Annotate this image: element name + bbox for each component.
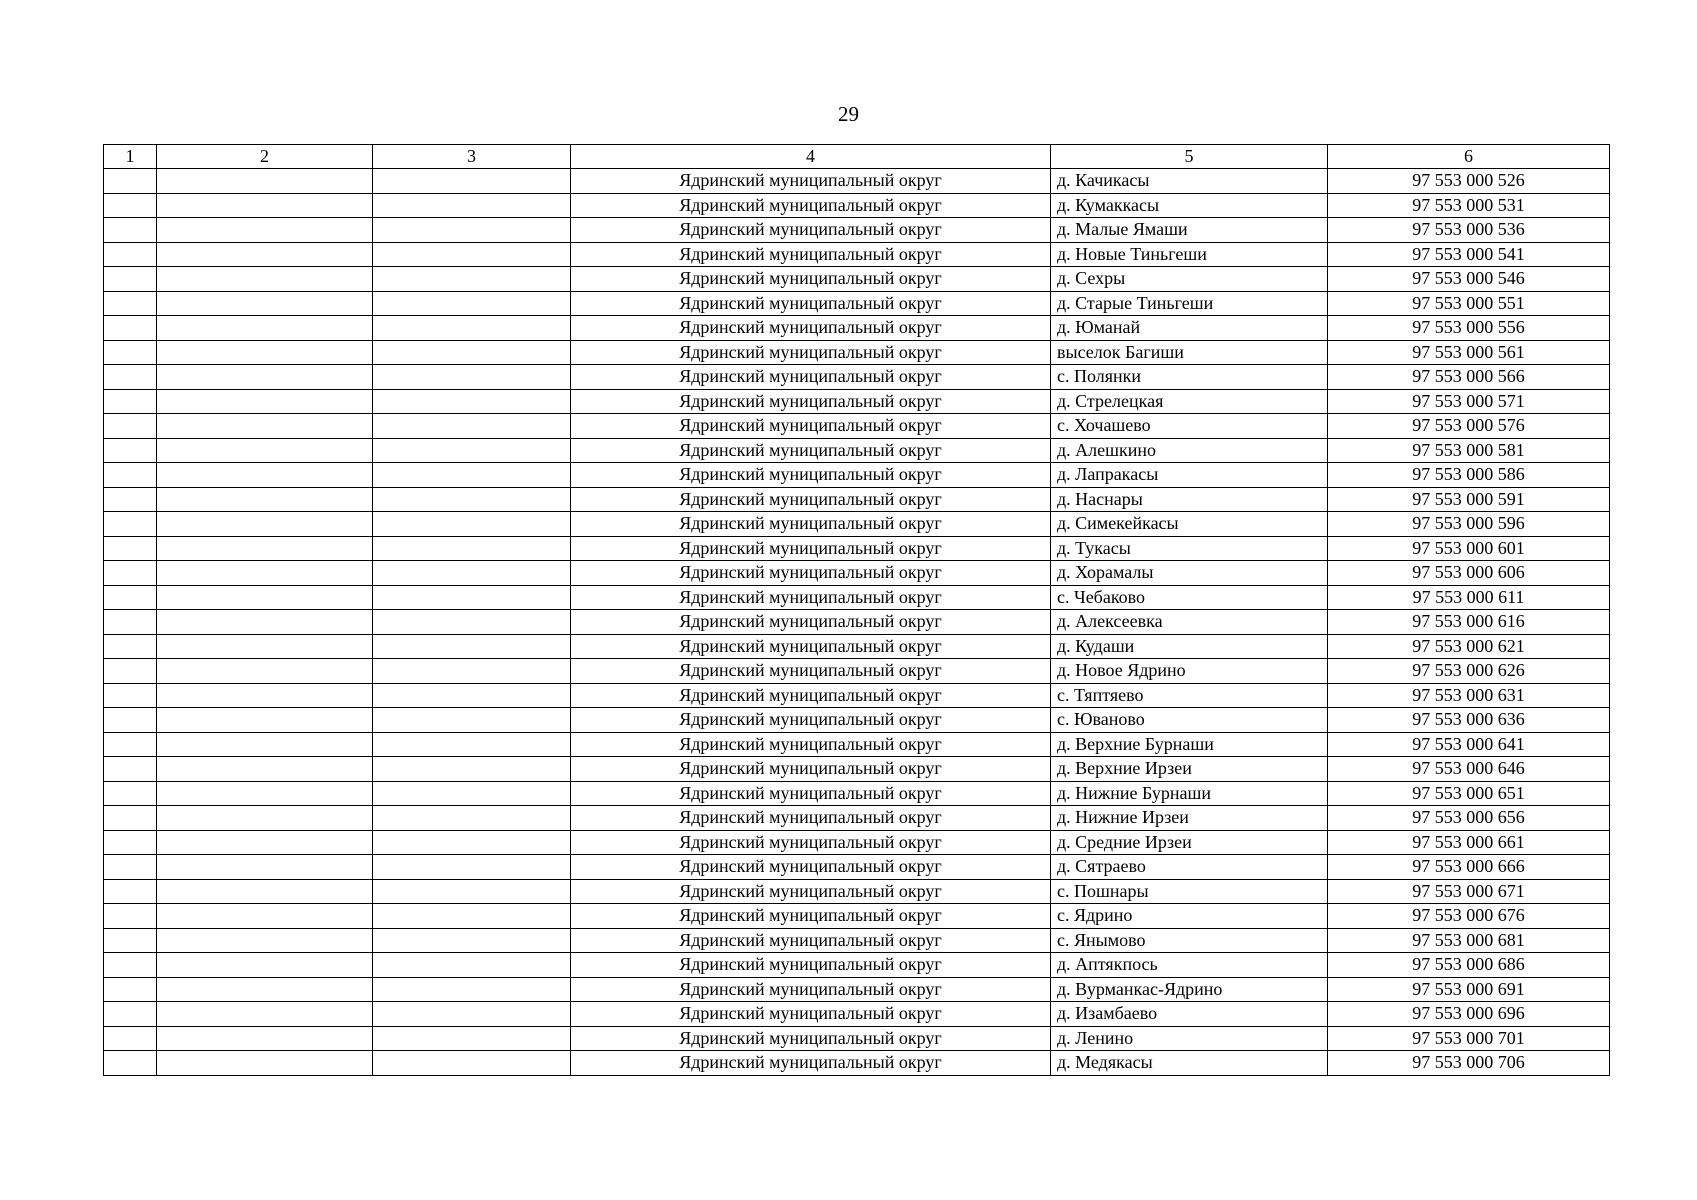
cell-col1 bbox=[104, 757, 157, 782]
cell-settlement: д. Верхние Ирзеи bbox=[1051, 757, 1328, 782]
cell-col2 bbox=[157, 634, 373, 659]
cell-col2 bbox=[157, 267, 373, 292]
cell-col1 bbox=[104, 659, 157, 684]
cell-col3 bbox=[373, 977, 571, 1002]
cell-municipality: Ядринский муниципальный округ bbox=[571, 438, 1051, 463]
cell-col3 bbox=[373, 1026, 571, 1051]
cell-settlement: д. Средние Ирзеи bbox=[1051, 830, 1328, 855]
table-row bbox=[104, 463, 1610, 488]
cell-col1 bbox=[104, 487, 157, 512]
cell-oktmo-code: 97 553 000 611 bbox=[1328, 585, 1610, 610]
cell-municipality: Ядринский муниципальный округ bbox=[571, 487, 1051, 512]
cell-municipality: Ядринский муниципальный округ bbox=[571, 708, 1051, 733]
table-row bbox=[104, 1026, 1610, 1051]
cell-oktmo-code: 97 553 000 631 bbox=[1328, 683, 1610, 708]
table-row bbox=[104, 365, 1610, 390]
cell-col3 bbox=[373, 855, 571, 880]
cell-col1 bbox=[104, 561, 157, 586]
cell-municipality: Ядринский муниципальный округ bbox=[571, 389, 1051, 414]
cell-oktmo-code: 97 553 000 591 bbox=[1328, 487, 1610, 512]
cell-settlement: д. Алешкино bbox=[1051, 438, 1328, 463]
cell-col3 bbox=[373, 1051, 571, 1076]
table-row bbox=[104, 879, 1610, 904]
cell-oktmo-code: 97 553 000 616 bbox=[1328, 610, 1610, 635]
page-number: 29 bbox=[838, 102, 859, 126]
cell-col2 bbox=[157, 438, 373, 463]
table-row bbox=[104, 291, 1610, 316]
cell-oktmo-code: 97 553 000 671 bbox=[1328, 879, 1610, 904]
cell-oktmo-code: 97 553 000 606 bbox=[1328, 561, 1610, 586]
cell-col3 bbox=[373, 561, 571, 586]
cell-col2 bbox=[157, 732, 373, 757]
cell-col2 bbox=[157, 708, 373, 733]
cell-col2 bbox=[157, 585, 373, 610]
cell-col1 bbox=[104, 169, 157, 194]
cell-settlement: д. Наснары bbox=[1051, 487, 1328, 512]
cell-oktmo-code: 97 553 000 586 bbox=[1328, 463, 1610, 488]
cell-settlement: д. Кумаккасы bbox=[1051, 193, 1328, 218]
cell-oktmo-code: 97 553 000 556 bbox=[1328, 316, 1610, 341]
cell-col1 bbox=[104, 463, 157, 488]
cell-col1 bbox=[104, 879, 157, 904]
cell-oktmo-code: 97 553 000 596 bbox=[1328, 512, 1610, 537]
cell-municipality: Ядринский муниципальный округ bbox=[571, 1051, 1051, 1076]
cell-col1 bbox=[104, 732, 157, 757]
cell-col3 bbox=[373, 732, 571, 757]
cell-oktmo-code: 97 553 000 531 bbox=[1328, 193, 1610, 218]
table-row bbox=[104, 487, 1610, 512]
cell-col2 bbox=[157, 610, 373, 635]
cell-col1 bbox=[104, 1002, 157, 1027]
cell-municipality: Ядринский муниципальный округ bbox=[571, 561, 1051, 586]
cell-oktmo-code: 97 553 000 571 bbox=[1328, 389, 1610, 414]
table-row bbox=[104, 977, 1610, 1002]
table-row bbox=[104, 536, 1610, 561]
table-row bbox=[104, 316, 1610, 341]
cell-col2 bbox=[157, 953, 373, 978]
cell-col3 bbox=[373, 928, 571, 953]
cell-col3 bbox=[373, 634, 571, 659]
cell-col3 bbox=[373, 708, 571, 733]
cell-settlement: д. Качикасы bbox=[1051, 169, 1328, 194]
cell-oktmo-code: 97 553 000 706 bbox=[1328, 1051, 1610, 1076]
cell-col3 bbox=[373, 242, 571, 267]
table-row bbox=[104, 389, 1610, 414]
cell-municipality: Ядринский муниципальный округ bbox=[571, 512, 1051, 537]
header-cell-1: 1 bbox=[104, 145, 157, 169]
cell-oktmo-code: 97 553 000 701 bbox=[1328, 1026, 1610, 1051]
cell-col1 bbox=[104, 634, 157, 659]
table-row bbox=[104, 732, 1610, 757]
cell-col2 bbox=[157, 193, 373, 218]
cell-oktmo-code: 97 553 000 566 bbox=[1328, 365, 1610, 390]
table-row bbox=[104, 585, 1610, 610]
cell-col2 bbox=[157, 904, 373, 929]
cell-col1 bbox=[104, 512, 157, 537]
cell-col2 bbox=[157, 659, 373, 684]
cell-col3 bbox=[373, 193, 571, 218]
cell-col1 bbox=[104, 683, 157, 708]
cell-settlement: д. Малые Ямаши bbox=[1051, 218, 1328, 243]
cell-col2 bbox=[157, 1026, 373, 1051]
cell-municipality: Ядринский муниципальный округ bbox=[571, 830, 1051, 855]
cell-settlement: д. Изамбаево bbox=[1051, 1002, 1328, 1027]
cell-municipality: Ядринский муниципальный округ bbox=[571, 169, 1051, 194]
cell-oktmo-code: 97 553 000 526 bbox=[1328, 169, 1610, 194]
cell-col3 bbox=[373, 291, 571, 316]
cell-settlement: д. Ленино bbox=[1051, 1026, 1328, 1051]
cell-settlement: с. Тяптяево bbox=[1051, 683, 1328, 708]
cell-municipality: Ядринский муниципальный округ bbox=[571, 732, 1051, 757]
cell-col3 bbox=[373, 169, 571, 194]
cell-col3 bbox=[373, 487, 571, 512]
cell-oktmo-code: 97 553 000 626 bbox=[1328, 659, 1610, 684]
cell-oktmo-code: 97 553 000 601 bbox=[1328, 536, 1610, 561]
cell-col3 bbox=[373, 1002, 571, 1027]
cell-col3 bbox=[373, 879, 571, 904]
cell-oktmo-code: 97 553 000 656 bbox=[1328, 806, 1610, 831]
cell-municipality: Ядринский муниципальный округ bbox=[571, 781, 1051, 806]
cell-col1 bbox=[104, 316, 157, 341]
cell-col2 bbox=[157, 316, 373, 341]
cell-settlement: д. Хорамалы bbox=[1051, 561, 1328, 586]
cell-col3 bbox=[373, 781, 571, 806]
cell-col1 bbox=[104, 1026, 157, 1051]
table-row bbox=[104, 806, 1610, 831]
cell-col2 bbox=[157, 389, 373, 414]
cell-municipality: Ядринский муниципальный округ bbox=[571, 585, 1051, 610]
cell-settlement: д. Нижние Ирзеи bbox=[1051, 806, 1328, 831]
cell-col1 bbox=[104, 928, 157, 953]
cell-col2 bbox=[157, 218, 373, 243]
header-cell-4: 4 bbox=[571, 145, 1051, 169]
table-row bbox=[104, 855, 1610, 880]
cell-col3 bbox=[373, 610, 571, 635]
cell-col3 bbox=[373, 512, 571, 537]
cell-col3 bbox=[373, 267, 571, 292]
cell-col1 bbox=[104, 193, 157, 218]
table-row bbox=[104, 193, 1610, 218]
cell-oktmo-code: 97 553 000 681 bbox=[1328, 928, 1610, 953]
cell-municipality: Ядринский муниципальный округ bbox=[571, 340, 1051, 365]
cell-col1 bbox=[104, 806, 157, 831]
cell-col1 bbox=[104, 904, 157, 929]
cell-municipality: Ядринский муниципальный округ bbox=[571, 267, 1051, 292]
cell-settlement: д. Лапракасы bbox=[1051, 463, 1328, 488]
cell-oktmo-code: 97 553 000 636 bbox=[1328, 708, 1610, 733]
cell-col2 bbox=[157, 512, 373, 537]
cell-col3 bbox=[373, 659, 571, 684]
header-cell-6: 6 bbox=[1328, 145, 1610, 169]
cell-col2 bbox=[157, 879, 373, 904]
table-row bbox=[104, 928, 1610, 953]
cell-col2 bbox=[157, 806, 373, 831]
cell-oktmo-code: 97 553 000 541 bbox=[1328, 242, 1610, 267]
table-row bbox=[104, 708, 1610, 733]
cell-municipality: Ядринский муниципальный округ bbox=[571, 1002, 1051, 1027]
cell-col1 bbox=[104, 340, 157, 365]
cell-col2 bbox=[157, 242, 373, 267]
cell-col1 bbox=[104, 1051, 157, 1076]
cell-oktmo-code: 97 553 000 661 bbox=[1328, 830, 1610, 855]
cell-municipality: Ядринский муниципальный округ bbox=[571, 904, 1051, 929]
cell-col3 bbox=[373, 414, 571, 439]
cell-col2 bbox=[157, 561, 373, 586]
cell-col3 bbox=[373, 218, 571, 243]
cell-col3 bbox=[373, 806, 571, 831]
cell-settlement: д. Аптякпось bbox=[1051, 953, 1328, 978]
table-row bbox=[104, 659, 1610, 684]
cell-col3 bbox=[373, 830, 571, 855]
cell-municipality: Ядринский муниципальный округ bbox=[571, 610, 1051, 635]
cell-col1 bbox=[104, 855, 157, 880]
cell-settlement: выселок Багиши bbox=[1051, 340, 1328, 365]
header-row bbox=[104, 145, 1610, 169]
cell-col2 bbox=[157, 1002, 373, 1027]
cell-col3 bbox=[373, 438, 571, 463]
cell-municipality: Ядринский муниципальный округ bbox=[571, 414, 1051, 439]
cell-col2 bbox=[157, 291, 373, 316]
cell-settlement: д. Алексеевка bbox=[1051, 610, 1328, 635]
cell-settlement: д. Старые Тиньгеши bbox=[1051, 291, 1328, 316]
cell-col2 bbox=[157, 487, 373, 512]
cell-col3 bbox=[373, 953, 571, 978]
cell-col3 bbox=[373, 463, 571, 488]
cell-col3 bbox=[373, 585, 571, 610]
cell-settlement: д. Сехры bbox=[1051, 267, 1328, 292]
cell-municipality: Ядринский муниципальный округ bbox=[571, 463, 1051, 488]
cell-municipality: Ядринский муниципальный округ bbox=[571, 218, 1051, 243]
header-cell-5: 5 bbox=[1051, 145, 1328, 169]
cell-settlement: д. Юманай bbox=[1051, 316, 1328, 341]
cell-settlement: д. Тукасы bbox=[1051, 536, 1328, 561]
cell-col1 bbox=[104, 389, 157, 414]
cell-col2 bbox=[157, 365, 373, 390]
cell-oktmo-code: 97 553 000 686 bbox=[1328, 953, 1610, 978]
cell-oktmo-code: 97 553 000 546 bbox=[1328, 267, 1610, 292]
cell-col3 bbox=[373, 316, 571, 341]
table-header bbox=[104, 145, 1610, 169]
cell-col3 bbox=[373, 340, 571, 365]
cell-col1 bbox=[104, 610, 157, 635]
cell-settlement: д. Верхние Бурнаши bbox=[1051, 732, 1328, 757]
table-row bbox=[104, 169, 1610, 194]
cell-municipality: Ядринский муниципальный округ bbox=[571, 806, 1051, 831]
cell-col3 bbox=[373, 757, 571, 782]
cell-municipality: Ядринский муниципальный округ bbox=[571, 634, 1051, 659]
cell-oktmo-code: 97 553 000 666 bbox=[1328, 855, 1610, 880]
table-row bbox=[104, 438, 1610, 463]
cell-col3 bbox=[373, 904, 571, 929]
cell-col2 bbox=[157, 757, 373, 782]
cell-oktmo-code: 97 553 000 576 bbox=[1328, 414, 1610, 439]
table-row bbox=[104, 634, 1610, 659]
cell-oktmo-code: 97 553 000 691 bbox=[1328, 977, 1610, 1002]
table-row bbox=[104, 414, 1610, 439]
cell-settlement: д. Нижние Бурнаши bbox=[1051, 781, 1328, 806]
cell-col1 bbox=[104, 830, 157, 855]
data-table bbox=[103, 144, 1610, 1076]
cell-col2 bbox=[157, 536, 373, 561]
cell-settlement: с. Янымово bbox=[1051, 928, 1328, 953]
cell-col1 bbox=[104, 708, 157, 733]
table-body bbox=[104, 169, 1610, 1076]
cell-oktmo-code: 97 553 000 651 bbox=[1328, 781, 1610, 806]
cell-settlement: д. Вурманкас-Ядрино bbox=[1051, 977, 1328, 1002]
cell-col2 bbox=[157, 340, 373, 365]
cell-col3 bbox=[373, 536, 571, 561]
cell-settlement: с. Ядрино bbox=[1051, 904, 1328, 929]
cell-settlement: д. Стрелецкая bbox=[1051, 389, 1328, 414]
cell-col1 bbox=[104, 438, 157, 463]
table-row bbox=[104, 218, 1610, 243]
table-row bbox=[104, 781, 1610, 806]
cell-col1 bbox=[104, 977, 157, 1002]
cell-col2 bbox=[157, 414, 373, 439]
cell-col1 bbox=[104, 536, 157, 561]
cell-municipality: Ядринский муниципальный округ bbox=[571, 242, 1051, 267]
cell-col1 bbox=[104, 781, 157, 806]
table-row bbox=[104, 830, 1610, 855]
table-row bbox=[104, 904, 1610, 929]
cell-municipality: Ядринский муниципальный округ bbox=[571, 855, 1051, 880]
cell-municipality: Ядринский муниципальный округ bbox=[571, 977, 1051, 1002]
cell-settlement: с. Юваново bbox=[1051, 708, 1328, 733]
cell-municipality: Ядринский муниципальный округ bbox=[571, 316, 1051, 341]
table-row bbox=[104, 242, 1610, 267]
cell-col1 bbox=[104, 365, 157, 390]
cell-settlement: д. Новое Ядрино bbox=[1051, 659, 1328, 684]
cell-settlement: д. Симекейкасы bbox=[1051, 512, 1328, 537]
cell-settlement: д. Медякасы bbox=[1051, 1051, 1328, 1076]
cell-oktmo-code: 97 553 000 676 bbox=[1328, 904, 1610, 929]
cell-municipality: Ядринский муниципальный округ bbox=[571, 757, 1051, 782]
cell-col2 bbox=[157, 830, 373, 855]
cell-municipality: Ядринский муниципальный округ bbox=[571, 536, 1051, 561]
cell-oktmo-code: 97 553 000 621 bbox=[1328, 634, 1610, 659]
table-row bbox=[104, 1051, 1610, 1076]
cell-col2 bbox=[157, 169, 373, 194]
cell-col3 bbox=[373, 365, 571, 390]
cell-col2 bbox=[157, 1051, 373, 1076]
cell-oktmo-code: 97 553 000 581 bbox=[1328, 438, 1610, 463]
cell-municipality: Ядринский муниципальный округ bbox=[571, 291, 1051, 316]
cell-col2 bbox=[157, 781, 373, 806]
cell-col1 bbox=[104, 218, 157, 243]
cell-municipality: Ядринский муниципальный округ bbox=[571, 928, 1051, 953]
cell-col1 bbox=[104, 585, 157, 610]
cell-oktmo-code: 97 553 000 646 bbox=[1328, 757, 1610, 782]
cell-col1 bbox=[104, 267, 157, 292]
cell-col2 bbox=[157, 855, 373, 880]
table-row bbox=[104, 683, 1610, 708]
cell-municipality: Ядринский муниципальный округ bbox=[571, 683, 1051, 708]
cell-settlement: с. Хочашево bbox=[1051, 414, 1328, 439]
cell-municipality: Ядринский муниципальный округ bbox=[571, 1026, 1051, 1051]
cell-col3 bbox=[373, 683, 571, 708]
cell-col2 bbox=[157, 463, 373, 488]
cell-col1 bbox=[104, 291, 157, 316]
cell-municipality: Ядринский муниципальный округ bbox=[571, 365, 1051, 390]
cell-settlement: с. Пошнары bbox=[1051, 879, 1328, 904]
cell-municipality: Ядринский муниципальный округ bbox=[571, 659, 1051, 684]
table-row bbox=[104, 757, 1610, 782]
table-row bbox=[104, 561, 1610, 586]
cell-col2 bbox=[157, 683, 373, 708]
cell-col1 bbox=[104, 953, 157, 978]
table-row bbox=[104, 512, 1610, 537]
cell-oktmo-code: 97 553 000 536 bbox=[1328, 218, 1610, 243]
table-row bbox=[104, 1002, 1610, 1027]
header-cell-3: 3 bbox=[373, 145, 571, 169]
cell-oktmo-code: 97 553 000 561 bbox=[1328, 340, 1610, 365]
cell-col1 bbox=[104, 414, 157, 439]
table-row bbox=[104, 953, 1610, 978]
table-row bbox=[104, 340, 1610, 365]
cell-oktmo-code: 97 553 000 696 bbox=[1328, 1002, 1610, 1027]
cell-col3 bbox=[373, 389, 571, 414]
cell-municipality: Ядринский муниципальный округ bbox=[571, 193, 1051, 218]
cell-settlement: с. Полянки bbox=[1051, 365, 1328, 390]
header-cell-2: 2 bbox=[157, 145, 373, 169]
cell-settlement: д. Кудаши bbox=[1051, 634, 1328, 659]
cell-col2 bbox=[157, 977, 373, 1002]
cell-municipality: Ядринский муниципальный округ bbox=[571, 953, 1051, 978]
cell-col1 bbox=[104, 242, 157, 267]
cell-settlement: д. Сятраево bbox=[1051, 855, 1328, 880]
cell-oktmo-code: 97 553 000 641 bbox=[1328, 732, 1610, 757]
cell-oktmo-code: 97 553 000 551 bbox=[1328, 291, 1610, 316]
table-row bbox=[104, 610, 1610, 635]
cell-settlement: с. Чебаково bbox=[1051, 585, 1328, 610]
cell-municipality: Ядринский муниципальный округ bbox=[571, 879, 1051, 904]
table-row bbox=[104, 267, 1610, 292]
cell-col2 bbox=[157, 928, 373, 953]
cell-settlement: д. Новые Тиньгеши bbox=[1051, 242, 1328, 267]
